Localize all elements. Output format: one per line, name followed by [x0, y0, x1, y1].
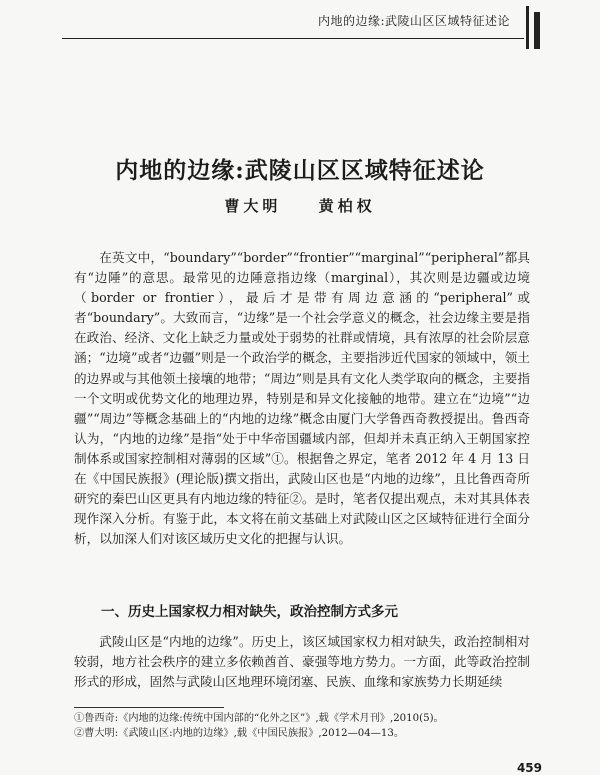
footnote-1: ①鲁西奇:《内地的边缘:传统中国内部的“化外之区”》,载《学术月刊》,2010(5)。 — [74, 713, 444, 724]
author-1: 曹大明 — [224, 197, 282, 215]
article-title: 内地的边缘:武陵山区区域特征述论 — [115, 157, 485, 184]
running-head: 内地的边缘:武陵山区区域特征述论 — [317, 14, 510, 28]
header-bar-thin — [526, 6, 529, 49]
header-rule — [62, 38, 524, 39]
section-paragraph: 武陵山区是“内地的边缘”。历史上，该区域国家权力相对缺失，政治控制相对较弱，地方社会秩序的建立多依赖酋首、豪强等地方势力。一方面，此等政治控制形式的形成，固然与武陵山区地理环境闭塞、民族、血缘和家族势力长期延续 — [74, 634, 530, 690]
author-2: 黄柏权 — [318, 197, 376, 215]
footnote-rule — [74, 707, 224, 708]
body-paragraph-1: 在英文中，“boundary”“border”“frontier”“marginal”“peripheral”都具有“边陲”的意思。最常见的边陲意指边缘（marginal），其次则是边疆或边境（border or frontier），最后才是带有周边意涵的“peripheral”或者“boundary”。大致而言，“边缘”是一个社会学意义的概念，社会边缘主要是指在政治、经济、文化上缺乏力量或处于弱势的社群或情境，具有浓厚的社会阶层意涵；“边境”或者“边疆”则是一个政治学的概念，主要指涉近代国家的领域中，领土的边界或与其他领土接壤的地带；“周边”则是具有文化人类学取向的概念，主要指一个文明或优势文化的地理边界，特别是和异文化接触的地带。建立在“边境”“边疆”“周边”等概念基础上的“内地的边缘”概念由厦门大学鲁西奇教授提出。鲁西奇认为，“内地的边缘”是指“处于中华帝国疆域内部，但却并未真正纳入王朝国家控制体系或国家控制相对薄弱的区域”①。根据鲁之界定，笔者 2012 年 4 月 13 日在《中国民族报》(理论版)撰文指出，武陵山区也是“内地的边缘”，且比鲁西奇所研究的秦巴山区更具有内地边缘的特征②。是时，笔者仅提出观点，未对其具体表现作深入分析。有鉴于此，本文将在前文基础上对武陵山区之区域特征进行全面分析，以加深人们对该区域历史文化的把握与认识。 — [74, 250, 530, 547]
header-bar-thick — [534, 12, 540, 49]
page-number: 459 — [516, 761, 542, 775]
section-heading: 一、历史上国家权力相对缺失，政治控制方式多元 — [101, 604, 398, 620]
authors — [0, 195, 600, 216]
footnote-2: ②曹大明:《武陵山区:内地的边缘》,载《中国民族报》,2012—04—13。 — [74, 728, 405, 739]
